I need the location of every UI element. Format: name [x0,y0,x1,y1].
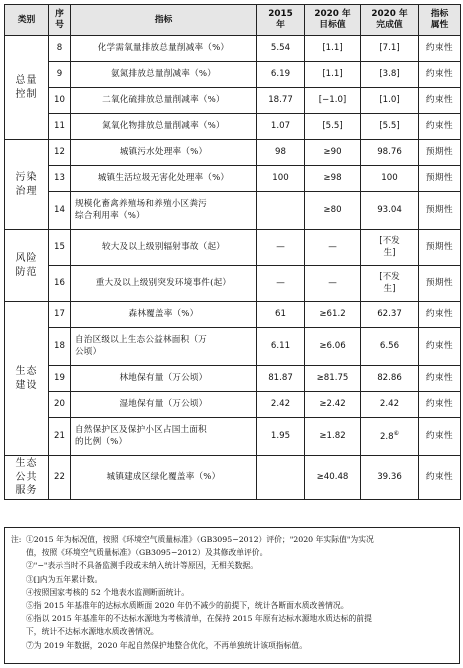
indicator-table [4,4,461,500]
row-indicator: 城镇建成区绿化覆盖率（%） [71,456,257,500]
row-2015: — [257,266,305,302]
row-property: 约束性 [419,418,461,456]
row-2020-actual: [不发 生] [361,266,419,302]
row-2020-actual: [3.8] [361,62,419,88]
row-no: 17 [49,302,71,328]
table-row [5,230,461,266]
row-2020-actual: [5.5] [361,114,419,140]
table-row [5,302,461,328]
row-no: 12 [49,140,71,166]
note-text: ③[]内为五年累计数。 [26,574,103,584]
header-indicator: 指标 [71,5,257,36]
row-2020-target: ≥6.06 [305,328,361,366]
table-row [5,166,461,192]
row-no: 11 [49,114,71,140]
row-no: 22 [49,456,71,500]
row-indicator: 森林覆盖率（%） [71,302,257,328]
row-2015: 100 [257,166,305,192]
row-2015: 5.54 [257,36,305,62]
note-line [11,546,453,559]
row-indicator: 湿地保有量（万公顷） [71,392,257,418]
note-line [11,586,453,599]
row-2015: 98 [257,140,305,166]
row-property: 预期性 [419,166,461,192]
row-2020-target: ≥40.48 [305,456,361,500]
note-line [11,639,453,652]
category-pollution-control: 污染 治理 [5,140,49,230]
row-property: 约束性 [419,114,461,140]
note-text: 下，统计不达标水源地水质改善情况。 [26,627,159,637]
table-row [5,62,461,88]
note-text: ④按照国家考核的 52 个地表水监测断面统计。 [26,587,190,597]
table-row [5,392,461,418]
note-line [11,625,453,638]
note-line [11,599,453,612]
row-2020-target: [5.5] [305,114,361,140]
note-text: ⑦为 2019 年数据，2020 年起自然保护地整合优化，不再单独统计该项指标值。 [26,640,308,650]
category-total-control: 总量 控制 [5,36,49,140]
row-2015 [257,192,305,230]
row-indicator: 自治区级以上生态公益林面积（万 公顷） [71,328,257,366]
row-2015: 6.11 [257,328,305,366]
row-2020-actual: [1.0] [361,88,419,114]
row-property: 约束性 [419,392,461,418]
row-2020-target: ≥61.2 [305,302,361,328]
row-property: 约束性 [419,456,461,500]
row-property: 约束性 [419,366,461,392]
notes-label: 注: [11,535,22,544]
row-no: 16 [49,266,71,302]
row-no: 18 [49,328,71,366]
table-row [5,192,461,230]
row-2020-target: ≥81.75 [305,366,361,392]
table-row [5,88,461,114]
notes-block [4,527,460,664]
row-indicator: 城镇污水处理率（%） [71,140,257,166]
row-2015: 1.07 [257,114,305,140]
table-row [5,456,461,500]
row-2020-actual-value: 2.8 [379,431,394,442]
table-row [5,328,461,366]
row-no: 21 [49,418,71,456]
note-line [11,559,453,572]
row-no: 20 [49,392,71,418]
row-no: 14 [49,192,71,230]
row-2020-actual: [不发 生] [361,230,419,266]
row-2020-actual: 93.04 [361,192,419,230]
row-indicator: 氨氮排放总量削减率（%） [71,62,257,88]
table-row [5,140,461,166]
header-2020-actual: 2020 年 完成值 [361,5,419,36]
note-line [11,533,453,546]
note-line [11,573,453,586]
row-2020-target: ≥1.82 [305,418,361,456]
row-indicator: 氮氧化物排放总量削减率（%） [71,114,257,140]
row-no: 9 [49,62,71,88]
row-2015 [257,456,305,500]
row-2020-actual: 100 [361,166,419,192]
row-2020-target: ≥98 [305,166,361,192]
row-property: 预期性 [419,140,461,166]
row-2020-target: — [305,266,361,302]
row-indicator: 城镇生活垃圾无害化处理率（%） [71,166,257,192]
row-property: 预期性 [419,192,461,230]
row-2015: 1.95 [257,418,305,456]
row-2020-actual: 2.42 [361,392,419,418]
table-row [5,418,461,456]
table-row [5,36,461,62]
table-row [5,366,461,392]
note-text: ⑤指 2015 年基准年的达标水质断面 2020 年仍不减少的前提下，统计各断面水质改善情况。 [26,601,349,611]
table-row [5,114,461,140]
row-no: 8 [49,36,71,62]
row-indicator: 自然保护区及保护小区占国土面积 的比例（%） [71,418,257,456]
row-2020-actual: 39.36 [361,456,419,500]
row-2015: 6.19 [257,62,305,88]
row-indicator: 规模化畜禽养殖场和养殖小区粪污 综合利用率（%） [71,192,257,230]
row-2020-actual: [7.1] [361,36,419,62]
row-no: 19 [49,366,71,392]
note-line [11,612,453,625]
row-no: 15 [49,230,71,266]
row-2020-actual: 62.37 [361,302,419,328]
header-2020-target: 2020 年 目标值 [305,5,361,36]
row-property: 预期性 [419,266,461,302]
row-property: 约束性 [419,88,461,114]
row-indicator: 林地保有量（万公顷） [71,366,257,392]
row-2020-actual: 98.76 [361,140,419,166]
row-2020-actual [361,418,419,456]
row-2015: — [257,230,305,266]
header-property: 指标 属性 [419,5,461,36]
table-row [5,266,461,302]
row-no: 13 [49,166,71,192]
row-2020-target: ≥80 [305,192,361,230]
row-2020-target: ≥2.42 [305,392,361,418]
row-property: 约束性 [419,36,461,62]
table-header-row [5,5,461,36]
row-2020-target: [1.1] [305,36,361,62]
note-text: ②"−"表示当时不具备监测手段或未纳入统计等原因，无相关数据。 [26,561,259,571]
row-2015: 2.42 [257,392,305,418]
row-indicator: 化学需氧量排放总量削减率（%） [71,36,257,62]
category-risk-prevention: 风险 防范 [5,230,49,302]
row-no: 10 [49,88,71,114]
row-2020-actual: 6.56 [361,328,419,366]
note-text: ①2015 年为标况值，按照《环境空气质量标准》（GB3095−2012）评价；"2020 年实际值"为实况 [26,535,374,544]
row-indicator: 较大及以上级别辐射事故（起） [71,230,257,266]
header-2015: 2015 年 [257,5,305,36]
row-2020-actual: 82.86 [361,366,419,392]
row-2015: 81.87 [257,366,305,392]
row-2020-target: — [305,230,361,266]
row-indicator: 二氧化硫排放总量削减率（%） [71,88,257,114]
row-property: 约束性 [419,62,461,88]
header-category: 类别 [5,5,49,36]
row-property: 预期性 [419,230,461,266]
category-eco-public-service: 生态 公共 服务 [5,456,49,500]
row-2015: 18.77 [257,88,305,114]
header-no: 序 号 [49,5,71,36]
note-text: 值，按照《环境空气质量标准》（GB3095−2012）及其修改单评价。 [26,548,268,558]
row-property: 约束性 [419,302,461,328]
row-indicator: 重大及以上级别突发环境事件(起） [71,266,257,302]
note-text: ⑥指以 2015 年基准年的不达标水源地为考核清单，在保持 2015 年原有达标水源地水质达标的前提 [26,614,372,624]
row-2020-target: [−1.0] [305,88,361,114]
category-ecology-construction: 生态 建设 [5,302,49,456]
row-2020-target: [1.1] [305,62,361,88]
row-property: 约束性 [419,328,461,366]
footnote-marker: ⑥ [393,429,400,437]
row-2015: 61 [257,302,305,328]
row-2020-target: ≥90 [305,140,361,166]
